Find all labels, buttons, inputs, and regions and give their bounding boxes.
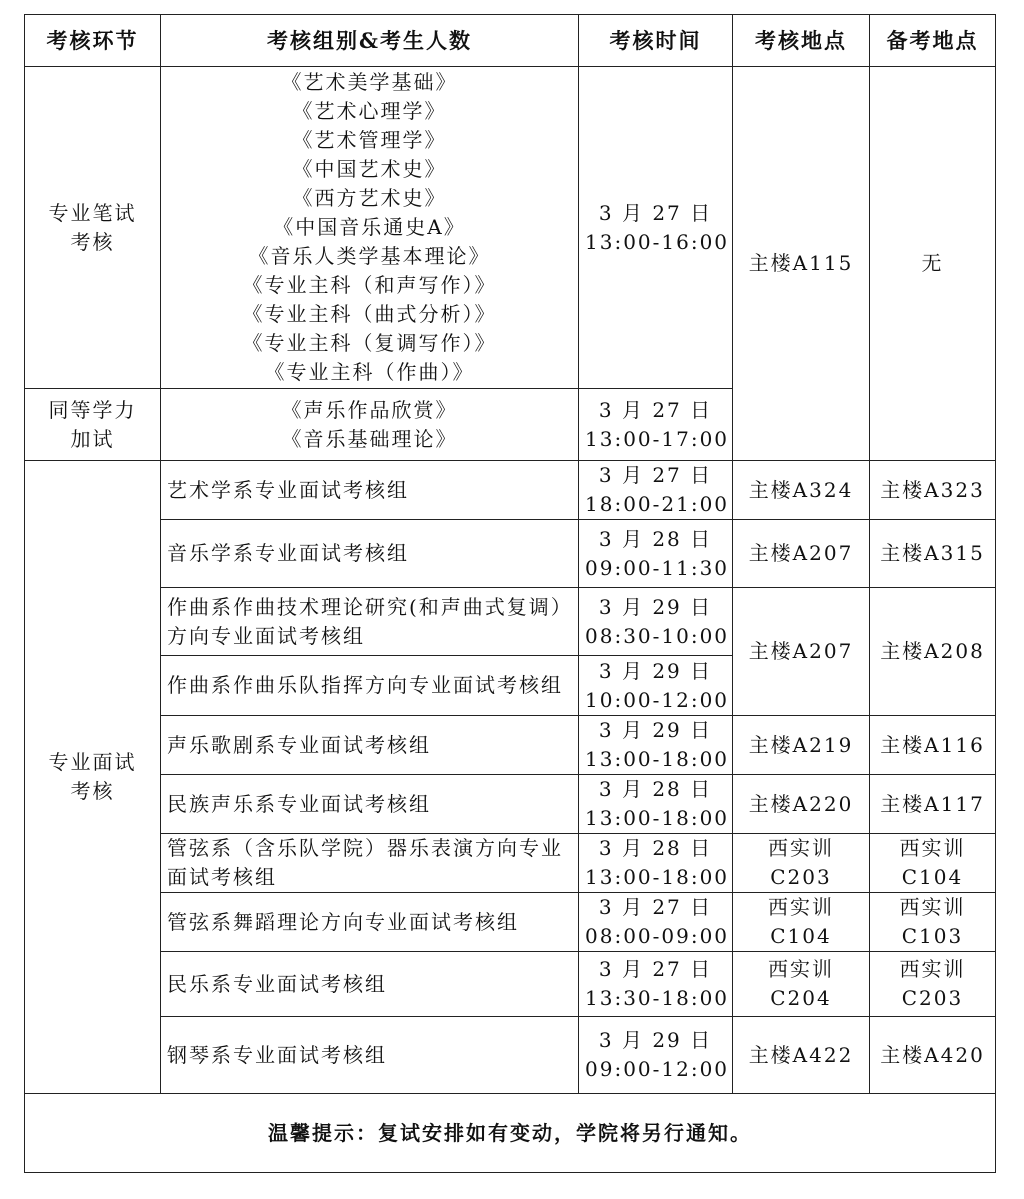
header-location: 考核地点: [733, 15, 870, 67]
interview-prep: 主楼A117: [870, 775, 996, 834]
table-row: [25, 893, 996, 952]
written-time: 3 月 27 日 13:00-16:00: [579, 67, 733, 389]
interview-time: 3 月 28 日 09:00-11:30: [579, 520, 733, 588]
header-prep: 备考地点: [870, 15, 996, 67]
interview-stage: 专业面试 考核: [25, 461, 161, 1094]
subject: 《专业主科（复调写作）》: [242, 331, 497, 355]
table-row: [25, 775, 996, 834]
interview-time: 3 月 29 日 08:30-10:00: [579, 588, 733, 656]
written-prep: 无: [870, 67, 996, 461]
notice-row: [25, 1094, 996, 1173]
interview-time: 3 月 27 日 13:30-18:00: [579, 952, 733, 1017]
equivalent-time: 3 月 27 日 13:00-17:00: [579, 389, 733, 461]
header-time: 考核时间: [579, 15, 733, 67]
interview-time: 3 月 28 日 13:00-18:00: [579, 775, 733, 834]
interview-location: 西实训 C104: [733, 893, 870, 952]
header-stage: 考核环节: [25, 15, 161, 67]
interview-group: 民族声乐系专业面试考核组: [161, 775, 579, 834]
interview-prep: 西实训 C104: [870, 834, 996, 893]
subject: 《西方艺术史》: [292, 186, 447, 210]
interview-group: 作曲系作曲技术理论研究(和声曲式复调）方向专业面试考核组: [161, 588, 579, 656]
table-row: [25, 1017, 996, 1094]
table-row: [25, 834, 996, 893]
interview-prep: 西实训 C203: [870, 952, 996, 1017]
interview-location: 主楼A220: [733, 775, 870, 834]
interview-location: 西实训 C203: [733, 834, 870, 893]
table-row: [25, 952, 996, 1017]
interview-prep: 主楼A116: [870, 716, 996, 775]
interview-time: 3 月 29 日 13:00-18:00: [579, 716, 733, 775]
subject: 《艺术美学基础》: [281, 70, 458, 94]
subject: 《专业主科（曲式分析）》: [242, 302, 497, 326]
subject: 《中国艺术史》: [292, 157, 447, 181]
interview-location: 主楼A422: [733, 1017, 870, 1094]
notice-text: 温馨提示：复试安排如有变动，学院将另行通知。: [25, 1094, 996, 1173]
interview-group: 音乐学系专业面试考核组: [161, 520, 579, 588]
interview-prep: 主楼A315: [870, 520, 996, 588]
interview-group: 民乐系专业面试考核组: [161, 952, 579, 1017]
equivalent-stage: 同等学力 加试: [25, 389, 161, 461]
interview-location: 主楼A207: [733, 520, 870, 588]
subject: 《艺术心理学》: [292, 99, 447, 123]
interview-group: 管弦系（含乐队学院）器乐表演方向专业面试考核组: [161, 834, 579, 893]
header-group: 考核组别&考生人数: [161, 15, 579, 67]
exam-schedule-table: [24, 14, 996, 1173]
interview-time: 3 月 28 日 13:00-18:00: [579, 834, 733, 893]
interview-group: 钢琴系专业面试考核组: [161, 1017, 579, 1094]
interview-prep: 主楼A420: [870, 1017, 996, 1094]
interview-group: 艺术学系专业面试考核组: [161, 461, 579, 520]
subject: 《专业主科（作曲）》: [264, 360, 475, 384]
interview-time: 3 月 27 日 18:00-21:00: [579, 461, 733, 520]
interview-prep: 西实训 C103: [870, 893, 996, 952]
subject: 《中国音乐通史A》: [273, 215, 466, 239]
interview-time: 3 月 27 日 08:00-09:00: [579, 893, 733, 952]
interview-group: 作曲系作曲乐队指挥方向专业面试考核组: [161, 656, 579, 716]
equivalent-subjects: 《声乐作品欣赏》 《音乐基础理论》: [161, 389, 579, 461]
written-row: [25, 67, 996, 389]
interview-location: 主楼A207: [733, 588, 870, 716]
written-stage: 专业笔试 考核: [25, 67, 161, 389]
table-row: [25, 520, 996, 588]
interview-time: 3 月 29 日 09:00-12:00: [579, 1017, 733, 1094]
table-row: [25, 588, 996, 656]
written-subjects: [161, 67, 579, 389]
subject: 《艺术管理学》: [292, 128, 447, 152]
interview-prep: 主楼A323: [870, 461, 996, 520]
table-row: [25, 716, 996, 775]
interview-location: 主楼A219: [733, 716, 870, 775]
table-row: [25, 461, 996, 520]
interview-location: 西实训 C204: [733, 952, 870, 1017]
interview-prep: 主楼A208: [870, 588, 996, 716]
written-location: 主楼A115: [733, 67, 870, 461]
interview-time: 3 月 29 日 10:00-12:00: [579, 656, 733, 716]
subject: 《专业主科（和声写作）》: [242, 273, 497, 297]
subject: 《音乐人类学基本理论》: [248, 244, 491, 268]
interview-location: 主楼A324: [733, 461, 870, 520]
interview-group: 管弦系舞蹈理论方向专业面试考核组: [161, 893, 579, 952]
header-row: [25, 15, 996, 67]
interview-group: 声乐歌剧系专业面试考核组: [161, 716, 579, 775]
